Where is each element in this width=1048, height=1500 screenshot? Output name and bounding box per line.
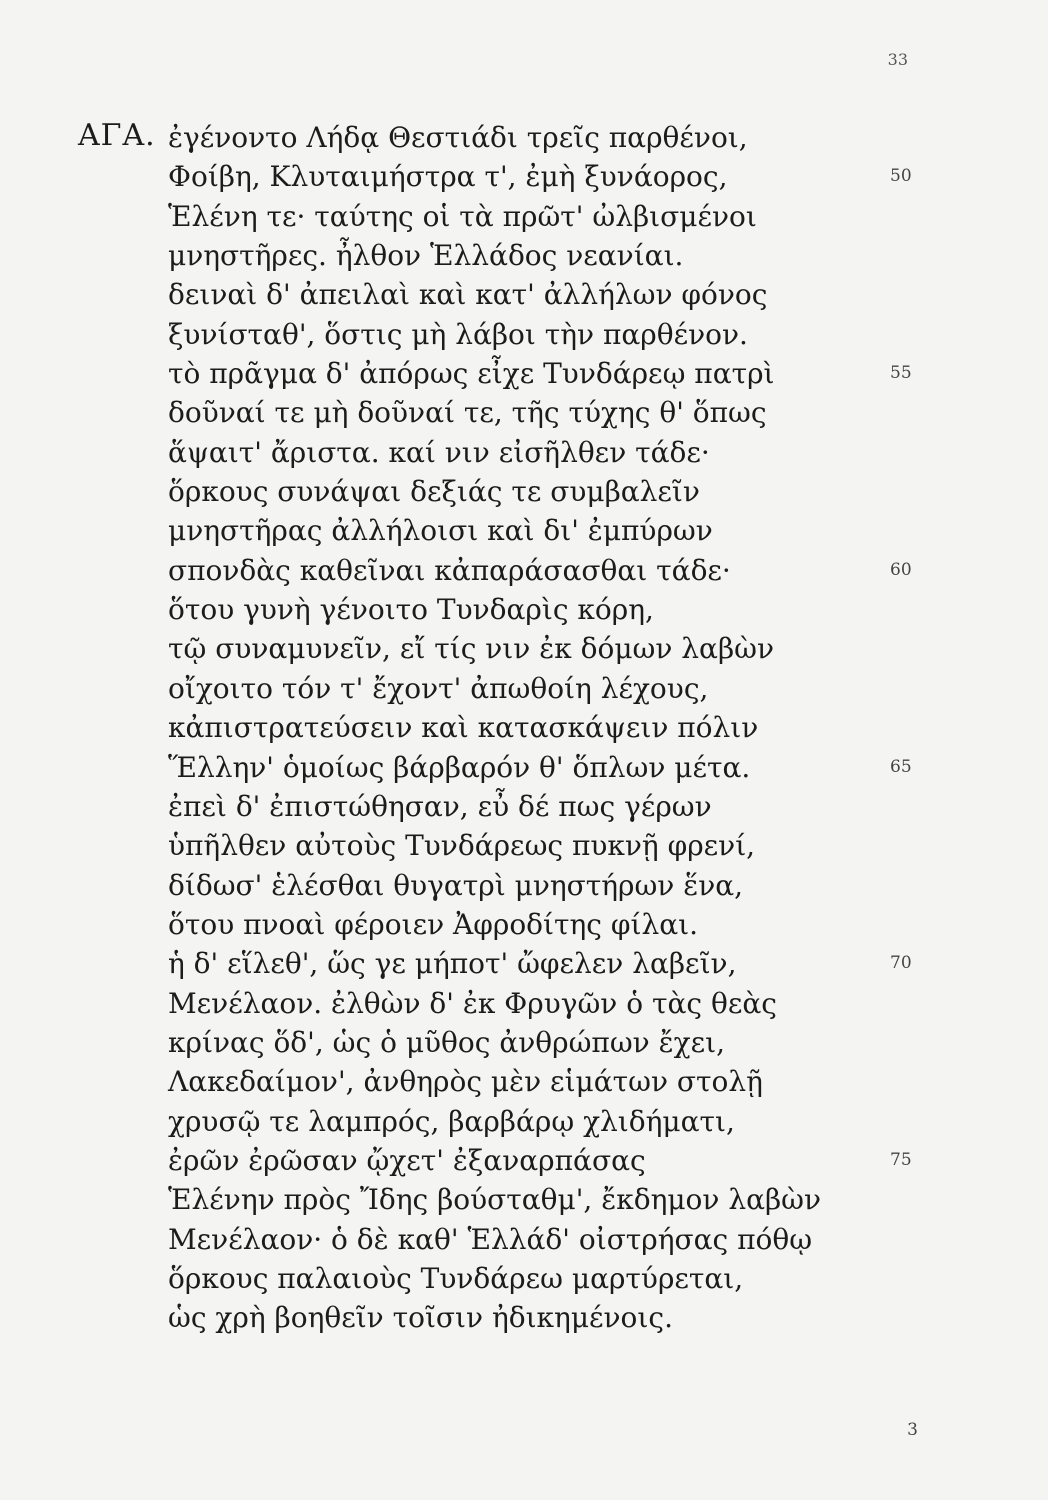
verse-line [168, 984, 888, 1023]
verse-text: μνηστῆρες. ἦλθον Ἑλλάδος νεανίαι. [168, 239, 684, 273]
verse-line [168, 944, 912, 983]
verse-text: μνηστῆρας ἀλλήλοισι καὶ δι' ἐμπύρων [168, 514, 713, 548]
verse-line [168, 1023, 888, 1062]
verse-text: Ἑλένη τε· ταύτης οἱ τὰ πρῶτ' ὠλβισμένοι [168, 199, 757, 233]
verse-text: Ἑλένην πρὸς Ἴδης βούσταθμ', ἔκδημον λαβὼν [168, 1183, 822, 1217]
verse-line [168, 354, 912, 393]
line-number: 55 [890, 363, 912, 384]
verse-text: ἐπεὶ δ' ἐπιστώθησαν, εὖ δέ πως γέρων [168, 789, 712, 823]
verse-text: ὑπῆλθεν αὐτοὺς Τυνδάρεως πυκνῇ φρενί, [168, 829, 756, 863]
verse-line [168, 669, 888, 708]
verse-text: Μενέλαον. ἐλθὼν δ' ἐκ Φρυγῶν ὁ τὰς θεὰς [168, 986, 777, 1020]
line-number: 75 [890, 1149, 912, 1170]
verse-text: Λακεδαίμον', ἀνθηρὸς μὲν εἱμάτων στολῇ [168, 1065, 763, 1099]
verse-line [168, 1102, 888, 1141]
verse-text: ἐρῶν ἐρῶσαν ᾤχετ' ἐξαναρπάσας [168, 1143, 646, 1177]
verse-text: κρίνας ὅδ', ὡς ὁ μῦθος ἀνθρώπων ἔχει, [168, 1025, 725, 1059]
verse-text: ὅτου πνοαὶ φέροιεν Ἀφροδίτης φίλαι. [168, 907, 698, 941]
verse-line [168, 157, 912, 196]
verse-line [168, 787, 888, 826]
verse-line [168, 118, 888, 157]
verse-block [168, 118, 912, 1338]
verse-text: χρυσῷ τε λαμπρός, βαρβάρῳ χλιδήματι, [168, 1104, 735, 1138]
verse-text: Μενέλαον· ὁ δὲ καθ' Ἑλλάδ' οἰστρήσας πόθῳ [168, 1222, 813, 1256]
verse-text: κἀπιστρατεύσειν καὶ κατασκάψειν πόλιν [168, 711, 759, 745]
verse-line [168, 472, 888, 511]
verse-line [168, 315, 888, 354]
verse-text: ὅρκους παλαιοὺς Τυνδάρεω μαρτύρεται, [168, 1261, 744, 1295]
page-number: 33 [887, 50, 908, 69]
verse-text: σπονδὰς καθεῖναι κἀπαράσασθαι τάδε· [168, 553, 731, 587]
line-number: 60 [890, 559, 912, 580]
speaker-label: ΑΓΑ. [78, 118, 156, 153]
verse-line [168, 708, 888, 747]
verse-line [168, 1141, 912, 1180]
verse-line [168, 1180, 888, 1219]
verse-text: ἡ δ' εἵλεθ', ὥς γε μήποτ' ὤφελεν λαβεῖν, [168, 947, 737, 981]
verse-text: δίδωσ' ἑλέσθαι θυγατρὶ μνηστήρων ἕνα, [168, 868, 744, 902]
verse-line [168, 511, 888, 550]
verse-line [168, 748, 912, 787]
verse-line [168, 866, 888, 905]
line-number: 70 [890, 953, 912, 974]
verse-line [168, 629, 888, 668]
line-number: 65 [890, 756, 912, 777]
verse-text: ἐγένοντο Λήδᾳ Θεστιάδι τρεῖς παρθένοι, [168, 121, 748, 154]
line-number: 50 [890, 166, 912, 187]
verse-line [168, 1298, 888, 1337]
verse-text: Ἕλλην' ὁμοίως βάρβαρόν θ' ὅπλων μέτα. [168, 750, 751, 784]
verse-text: ὡς χρὴ βοηθεῖν τοῖσιν ἠδικημένοις. [168, 1301, 673, 1335]
verse-line [168, 393, 888, 432]
verse-text: δοῦναί τε μὴ δοῦναί τε, τῆς τύχης θ' ὅπως [168, 396, 767, 430]
verse-text: τὸ πρᾶγμα δ' ἀπόρως εἶχε Τυνδάρεῳ πατρὶ [168, 357, 775, 391]
verse-line [168, 1220, 888, 1259]
verse-line [168, 551, 912, 590]
verse-text: ξυνίσταθ', ὅστις μὴ λάβοι τὴν παρθένον. [168, 317, 748, 351]
verse-line [168, 275, 888, 314]
verse-text: Φοίβη, Κλυταιμήστρα τ', ἐμὴ ξυνάορος, [168, 160, 728, 194]
verse-line [168, 1062, 888, 1101]
verse-line [168, 236, 888, 275]
verse-text: δειναὶ δ' ἀπειλαὶ καὶ κατ' ἀλλήλων φόνος [168, 278, 768, 312]
verse-line [168, 905, 888, 944]
verse-text: ὅρκους συνάψαι δεξιάς τε συμβαλεῖν [168, 475, 700, 509]
verse-text: οἴχοιτο τόν τ' ἔχοντ' ἀπωθοίη λέχους, [168, 671, 709, 705]
verse-text: ὅτου γυνὴ γένοιτο Τυνδαρὶς κόρη, [168, 593, 654, 627]
verse-line [168, 433, 888, 472]
verse-line [168, 197, 888, 236]
verse-text: τῷ συναμυνεῖν, εἴ τίς νιν ἐκ δόμων λαβὼν [168, 632, 774, 666]
verse-text: ἅψαιτ' ἄριστα. καί νιν εἰσῆλθεν τάδε· [168, 435, 710, 469]
verse-line [168, 826, 888, 865]
signature-mark: 3 [907, 1420, 918, 1440]
verse-line [168, 590, 888, 629]
verse-line [168, 1259, 888, 1298]
